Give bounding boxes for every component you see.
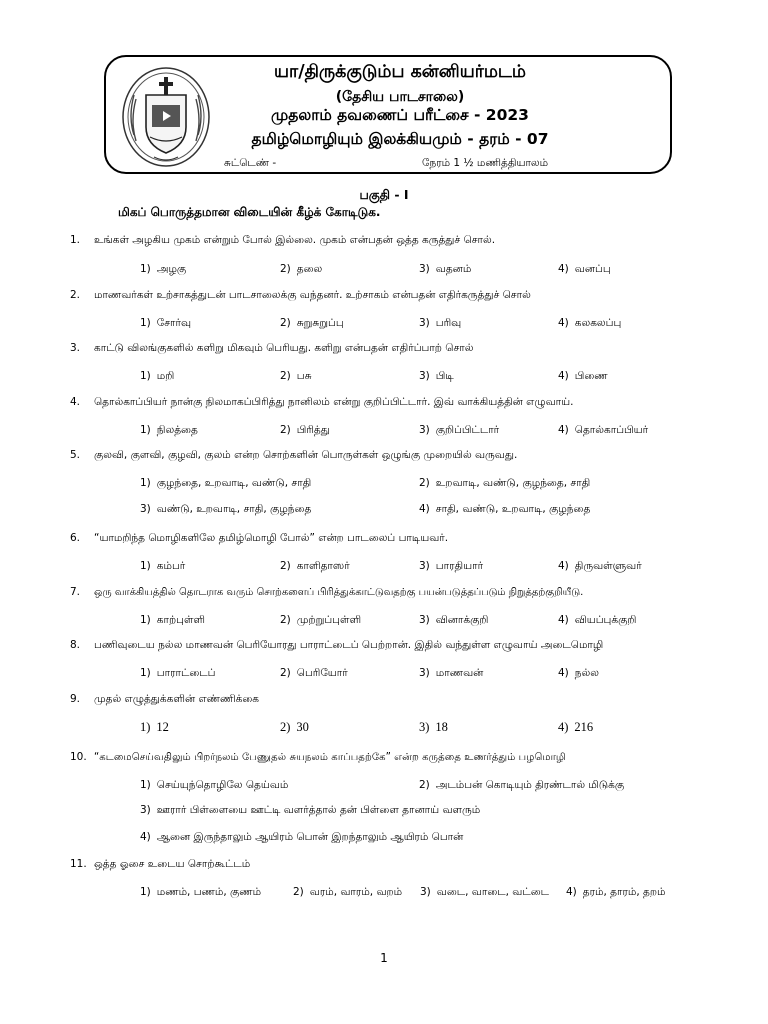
question-text: காட்டு விலங்குகளில் களிறு மிகவும் பெரியது. களிறு என்பதன் எதிர்ப்பாற் சொல் — [94, 342, 474, 354]
option[interactable]: 3) பாரதியார் — [419, 560, 484, 572]
option[interactable]: 2) சுறுசுறுப்பு — [280, 317, 344, 329]
question-text: உங்கள் அழகிய முகம் என்றும் போல் இல்லை. முகம் என்பதன் ஒத்த கருத்துச் சொல். — [94, 234, 496, 246]
option[interactable]: 1) அழகு — [140, 263, 187, 275]
option[interactable]: 4) தரம், தாரம், தறம் — [566, 886, 666, 898]
question-6 — [70, 532, 448, 545]
option[interactable]: 1) சோர்வு — [140, 317, 192, 329]
option[interactable]: 4) 216 — [558, 720, 594, 734]
page-number: 1 — [380, 951, 388, 965]
school-crest-icon — [120, 65, 212, 169]
option[interactable]: 1) காற்புள்ளி — [140, 614, 206, 626]
option[interactable]: 2) முற்றுப்புள்ளி — [280, 614, 362, 626]
question-number: 7. — [70, 586, 81, 598]
question-2 — [70, 289, 531, 302]
question-text: “கடமைசெய்வதிலும் பிறர்நலம் பேணுதல் சுயநலம் காப்பதற்கே” என்ற கருத்தை உணர்த்தும் பழமொழி — [94, 752, 566, 763]
option[interactable]: 1) மணம், பணம், குணம் — [140, 886, 262, 898]
option[interactable]: 4) நல்ல — [558, 667, 599, 679]
question-text: மாணவர்கள் உற்சாகத்துடன் பாடசாலைக்கு வந்தனர். உற்சாகம் என்பதன் எதிர்கருத்துச் சொல் — [94, 289, 531, 301]
option[interactable]: 3) 18 — [419, 720, 448, 734]
question-number: 1. — [70, 234, 81, 246]
option[interactable]: 1) நிலத்தை — [140, 424, 198, 436]
exam-title: முதலாம் தவணைப் பரீட்சை - 2023 — [271, 106, 529, 124]
option[interactable]: 4) வனப்பு — [558, 263, 611, 275]
question-text: ஒத்த ஓசை உடைய சொற்கூட்டம் — [94, 858, 251, 870]
option[interactable]: 2) பெரியோர் — [280, 667, 348, 679]
question-4 — [70, 396, 573, 409]
question-number: 3. — [70, 342, 81, 354]
option[interactable]: 2) காளிதாஸர் — [280, 560, 350, 572]
question-1 — [70, 234, 495, 247]
option[interactable]: 3) குறிப்பிட்டார் — [419, 424, 500, 436]
option[interactable]: 2) தலை — [280, 263, 323, 275]
option[interactable]: 1) செய்யுந்தொழிலே தெய்வம் — [140, 779, 289, 791]
subject-grade: தமிழ்மொழியும் இலக்கியமும் - தரம் - 07 — [251, 130, 549, 148]
option[interactable]: 1) பாராட்டைப் — [140, 667, 216, 679]
question-text: பணிவுடைய நல்ல மாணவன் பெரியோரது பாராட்டைப் பெற்றான். இதில் வந்துள்ள எழுவாய் அடைமொழி — [94, 639, 604, 651]
option[interactable]: 3) பிடி — [419, 370, 454, 382]
option[interactable]: 2) உறவாடி, வண்டு, குழந்தை, சாதி — [419, 477, 591, 489]
school-name: யா/திருக்குடும்ப கன்னியர்மடம் — [274, 62, 526, 82]
question-10 — [70, 751, 566, 764]
option[interactable]: 2) வரம், வாரம், வறம் — [293, 886, 403, 898]
question-8 — [70, 639, 603, 652]
question-number: 11. — [70, 858, 87, 870]
question-number: 2. — [70, 289, 81, 301]
option[interactable]: 3) வண்டு, உறவாடி, சாதி, குழந்தை — [140, 503, 312, 515]
time-label: நேரம் 1 ½ மணித்தியாலம் — [422, 157, 549, 169]
option[interactable]: 3) வதனம் — [419, 263, 472, 275]
option[interactable]: 4) தொல்காப்பியர் — [558, 424, 649, 436]
option[interactable]: 1) குழந்தை, உறவாடி, வண்டு, சாதி — [140, 477, 312, 489]
option[interactable]: 4) கலகலப்பு — [558, 317, 622, 329]
question-number: 5. — [70, 449, 81, 461]
question-number: 8. — [70, 639, 81, 651]
school-type: (தேசிய பாடசாலை) — [335, 89, 465, 105]
question-5 — [70, 449, 517, 462]
question-text: முதல் எழுத்துக்களின் எண்ணிக்கை — [94, 693, 260, 705]
question-text: “யாமறிந்த மொழிகளிலே தமிழ்மொழி போல்” என்ற பாடலைப் பாடியவர். — [94, 532, 449, 544]
option[interactable]: 2) பிரித்து — [280, 424, 330, 436]
option[interactable]: 2) 30 — [280, 720, 309, 734]
question-7 — [70, 586, 583, 599]
instruction: மிகப் பொருத்தமான விடையின் கீழ்க் கோடிடுக. — [118, 205, 381, 219]
option[interactable]: 1) கம்பர் — [140, 560, 186, 572]
option[interactable]: 4) ஆனை இருந்தாலும் ஆயிரம் பொன் இறந்தாலும் ஆயிரம் பொன் — [140, 831, 464, 843]
question-9 — [70, 693, 259, 706]
option[interactable]: 2) பசு — [280, 370, 312, 382]
option[interactable]: 4) திருவள்ளுவர் — [558, 560, 642, 572]
option[interactable]: 4) சாதி, வண்டு, உறவாடி, குழந்தை — [419, 503, 591, 515]
question-11 — [70, 858, 250, 871]
question-number: 6. — [70, 532, 81, 544]
option[interactable]: 3) பரிவு — [419, 317, 462, 329]
option[interactable]: 3) ஊரார் பிள்ளையை ஊட்டி வளர்த்தால் தன் பிள்ளை தானாய் வளரும் — [140, 804, 481, 816]
question-3 — [70, 342, 473, 355]
section-title: பகுதி - I — [359, 187, 409, 202]
index-number-label: சுட்டெண் - — [224, 157, 277, 169]
question-text: தொல்காப்பியர் நான்கு நிலமாகப்பிரித்து நானிலம் என்று குறிப்பிட்டார். இவ் வாக்கியத்தின் எழுவாய். — [94, 396, 574, 408]
option[interactable]: 4) பிணை — [558, 370, 608, 382]
option[interactable]: 4) வியப்புக்குறி — [558, 614, 637, 626]
option[interactable]: 2) அடம்பன் கொடியும் திரண்டால் மிடுக்கு — [419, 779, 625, 791]
question-number: 4. — [70, 396, 81, 408]
exam-header — [104, 55, 672, 174]
option[interactable]: 1) மறி — [140, 370, 175, 382]
option[interactable]: 3) வினாக்குறி — [419, 614, 489, 626]
question-text: ஒரு வாக்கியத்தில் தொடராக வரும் சொற்களைப் பிரித்துக்காட்டுவதற்கு பயன்படுத்தப்படும் நிறுத்தற்குறியீடு. — [94, 587, 584, 598]
question-number: 10. — [70, 751, 87, 763]
option[interactable]: 3) வடை, வாடை, வட்டை — [420, 886, 549, 898]
option[interactable]: 3) மாணவன் — [419, 667, 484, 679]
question-text: குலவி, குளவி, குழவி, குலம் என்ற சொற்களின் பொருள்கள் ஒழுங்கு முறையில் வருவது. — [94, 449, 518, 461]
question-number: 9. — [70, 693, 81, 705]
option[interactable]: 1) 12 — [140, 720, 169, 734]
